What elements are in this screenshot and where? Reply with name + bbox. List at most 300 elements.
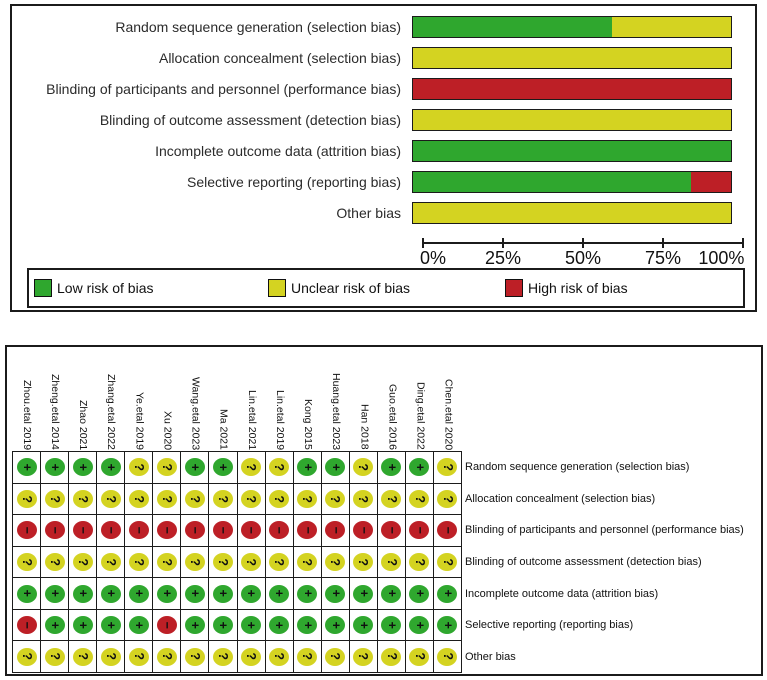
judgement-cell [350,452,378,484]
judgement-symbol: + [300,621,315,629]
judgement-symbol: + [412,463,427,471]
axis-tick-label: 50% [564,248,602,268]
judgement-symbol: ? [47,558,62,566]
judgement-cell [350,578,378,610]
judgement-cell [266,547,294,579]
judgement-cell [322,452,350,484]
judgement-symbol: ? [244,558,259,566]
judgement-cell [378,578,406,610]
judgement-symbol: + [216,621,231,629]
chart-row [12,140,755,162]
stacked-bar [412,47,732,69]
judgement-dot-low [269,616,289,634]
judgement-symbol: ? [19,558,34,566]
judgement-symbol: ? [272,463,287,472]
judgement-dot-unclear [185,648,205,666]
judgement-symbol: − [75,526,90,535]
judgement-dot-unclear [437,458,457,476]
judgement-cell [406,452,434,484]
judgement-symbol: + [440,589,455,598]
judgement-dot-unclear [325,490,345,508]
judgement-grid [12,451,462,673]
judgement-dot-unclear [269,458,289,476]
judgement-cell [97,484,125,516]
judgement-dot-unclear [381,553,401,571]
judgement-symbol: ? [160,463,175,472]
judgement-cell [406,641,434,673]
judgement-symbol: ? [412,558,427,566]
judgement-dot-unclear [353,458,373,476]
study-label: Guo.etal 2016 [386,384,399,450]
risk-of-bias-summary-panel [5,345,763,676]
judgement-cell [13,452,41,484]
study-column-header [378,349,406,451]
judgement-symbol: ? [103,652,118,661]
stacked-bar [412,78,732,100]
judgement-cell [238,484,266,516]
axis-tick-label: 75% [644,248,682,268]
study-column-header [237,349,265,451]
judgement-cell [434,578,462,610]
judgement-symbol: − [103,526,118,535]
chart-row [12,78,755,100]
study-column-header [265,349,293,451]
legend-swatch-unclear [268,279,286,297]
judgement-dot-high [213,521,233,539]
judgement-cell [125,578,153,610]
judgement-symbol: + [75,621,90,629]
study-column-header [406,349,434,451]
judgement-symbol: ? [47,495,62,503]
judgement-dot-low [185,458,205,476]
study-label: Ye.etal 2019 [133,391,146,450]
judgement-cell [69,484,97,516]
study-header-row [12,349,462,451]
judgement-cell [209,578,237,610]
judgement-dot-unclear [269,490,289,508]
legend-label: Unclear risk of bias [291,280,411,296]
judgement-dot-low [185,585,205,603]
judgement-cell [41,610,69,642]
legend-label: Low risk of bias [57,280,154,296]
legend-swatch-low [34,279,52,297]
judgement-dot-unclear [45,648,65,666]
bar-segment-low [413,17,612,37]
judgement-dot-unclear [409,490,429,508]
judgement-dot-unclear [381,648,401,666]
judgement-cell [266,515,294,547]
judgement-cell [238,578,266,610]
judgement-symbol: ? [440,463,455,472]
judgement-dot-high [129,521,149,539]
bias-category-row-label: Random sequence generation (selection bias) [465,460,690,473]
judgement-cell [181,547,209,579]
judgement-dot-low [409,458,429,476]
judgement-dot-high [269,521,289,539]
judgement-cell [209,641,237,673]
judgement-cell [238,452,266,484]
judgement-dot-high [381,521,401,539]
study-label: Ding.etal 2022 [414,382,427,450]
judgement-cell [434,547,462,579]
judgement-symbol: ? [412,652,427,661]
judgement-cell [350,515,378,547]
judgement-cell [181,515,209,547]
judgement-cell [69,547,97,579]
judgement-cell [209,547,237,579]
bar-segment-unclear [413,203,731,223]
judgement-cell [181,610,209,642]
judgement-cell [153,452,181,484]
chart-row [12,109,755,131]
judgement-symbol: + [160,589,175,598]
bias-graph-rows [12,16,755,233]
judgement-symbol: ? [75,495,90,503]
judgement-symbol: − [19,526,34,535]
judgement-symbol: + [47,589,62,598]
judgement-cell [69,515,97,547]
judgement-dot-unclear [73,553,93,571]
judgement-cell [181,484,209,516]
judgement-cell [350,610,378,642]
judgement-cell [153,515,181,547]
judgement-dot-unclear [73,490,93,508]
judgement-symbol: + [216,463,231,471]
judgement-cell [153,610,181,642]
judgement-dot-unclear [185,490,205,508]
axis-tick-label: 0% [420,248,447,268]
judgement-dot-low [213,585,233,603]
judgement-cell [406,578,434,610]
bias-legend [27,268,745,308]
judgement-symbol: + [328,589,343,598]
judgement-dot-high [45,521,65,539]
judgement-cell [97,641,125,673]
judgement-dot-unclear [185,553,205,571]
bar-segment-unclear [413,110,731,130]
study-column-header [181,349,209,451]
stacked-bar [412,109,732,131]
judgement-cell [153,484,181,516]
bias-category-row-label: Allocation concealment (selection bias) [465,492,656,505]
study-label: Lin.etal 2021 [245,389,258,450]
judgement-dot-low [101,458,121,476]
judgement-dot-high [17,616,37,634]
judgement-cell [13,578,41,610]
judgement-dot-low [297,585,317,603]
judgement-cell [406,610,434,642]
judgement-symbol: ? [244,652,259,661]
bias-category-label: Allocation concealment (selection bias) [158,50,401,66]
bar-segment-low [413,141,731,161]
judgement-cell [97,578,125,610]
study-label: Zheng.etal 2014 [48,374,61,450]
judgement-symbol: ? [440,652,455,661]
bias-category-row-labels [465,451,761,673]
judgement-symbol: ? [132,558,147,566]
judgement-cell [266,452,294,484]
judgement-cell [125,641,153,673]
judgement-dot-unclear [269,648,289,666]
judgement-symbol: ? [188,495,203,503]
judgement-cell [97,610,125,642]
judgement-dot-unclear [297,553,317,571]
judgement-cell [153,641,181,673]
judgement-cell [322,578,350,610]
bias-category-row-label: Blinding of participants and personnel (performance bias) [465,524,744,537]
judgement-cell [294,484,322,516]
judgement-symbol: ? [160,495,175,503]
judgement-symbol: + [132,621,147,629]
judgement-symbol: ? [19,652,34,661]
judgement-symbol: − [300,526,315,535]
judgement-cell [322,484,350,516]
judgement-symbol: ? [19,495,34,503]
study-column-header [209,349,237,451]
judgement-symbol: ? [356,495,371,503]
judgement-symbol: + [47,463,62,471]
judgement-dot-high [325,521,345,539]
judgement-cell [125,610,153,642]
judgement-cell [406,547,434,579]
judgement-cell [209,610,237,642]
judgement-cell [322,547,350,579]
judgement-cell [266,641,294,673]
judgement-dot-unclear [129,490,149,508]
judgement-cell [434,484,462,516]
judgement-cell [378,484,406,516]
judgement-dot-low [241,616,261,634]
judgement-cell [13,484,41,516]
judgement-dot-low [409,585,429,603]
judgement-dot-low [297,616,317,634]
judgement-cell [350,484,378,516]
judgement-cell [69,610,97,642]
judgement-cell [294,578,322,610]
axis-tick [502,238,504,248]
study-label: Chen.etal 2020 [442,378,455,450]
judgement-cell [294,610,322,642]
judgement-dot-unclear [213,490,233,508]
judgement-symbol: ? [272,558,287,566]
chart-row [12,47,755,69]
judgement-dot-low [241,585,261,603]
judgement-symbol: + [103,463,118,471]
judgement-dot-low [437,616,457,634]
judgement-dot-low [157,585,177,603]
judgement-dot-low [381,585,401,603]
study-label: Han 2018 [358,404,371,450]
judgement-symbol: − [188,526,203,535]
judgement-dot-unclear [353,553,373,571]
judgement-symbol: + [384,589,399,598]
judgement-cell [378,515,406,547]
judgement-cell [125,547,153,579]
judgement-dot-low [45,585,65,603]
judgement-dot-low [381,458,401,476]
study-column-header [12,349,40,451]
judgement-symbol: + [356,621,371,629]
judgement-dot-low [213,458,233,476]
judgement-symbol: ? [188,558,203,566]
chart-row [12,202,755,224]
judgement-cell [97,515,125,547]
bar-segment-low [413,172,691,192]
study-column-header [350,349,378,451]
study-column-header [434,349,462,451]
judgement-dot-low [325,616,345,634]
judgement-symbol: − [160,621,175,629]
judgement-dot-high [157,616,177,634]
judgement-symbol: + [75,589,90,598]
study-column-header [125,349,153,451]
judgement-symbol: − [440,526,455,535]
judgement-symbol: + [103,589,118,598]
judgement-symbol: ? [272,495,287,503]
judgement-cell [406,484,434,516]
study-label: Zhou.etal 2019 [20,379,33,450]
judgement-dot-unclear [437,553,457,571]
bar-segment-unclear [413,48,731,68]
judgement-dot-low [45,458,65,476]
judgement-dot-low [17,458,37,476]
judgement-cell [209,452,237,484]
study-column-header [153,349,181,451]
judgement-cell [266,610,294,642]
judgement-symbol: − [132,526,147,535]
judgement-dot-unclear [45,490,65,508]
judgement-dot-unclear [437,648,457,666]
judgement-symbol: ? [132,652,147,661]
bias-category-label: Selective reporting (reporting bias) [187,174,401,190]
judgement-dot-unclear [157,553,177,571]
judgement-symbol: ? [300,652,315,661]
judgement-symbol: ? [216,558,231,566]
legend-item-unclear [268,279,410,297]
judgement-cell [322,641,350,673]
judgement-dot-unclear [297,648,317,666]
study-column-header [68,349,96,451]
judgement-cell [294,515,322,547]
judgement-symbol: + [272,621,287,629]
judgement-dot-unclear [269,553,289,571]
legend-label: High risk of bias [528,280,628,296]
judgement-cell [434,610,462,642]
judgement-cell [294,452,322,484]
judgement-cell [69,452,97,484]
bias-category-row-label: Selective reporting (reporting bias) [465,619,634,632]
judgement-symbol: + [384,621,399,629]
judgement-dot-low [73,458,93,476]
stacked-bar [412,171,732,193]
judgement-symbol: ? [132,495,147,503]
judgement-cell [434,515,462,547]
legend-item-high [505,279,628,297]
judgement-symbol: − [384,526,399,535]
judgement-dot-unclear [129,458,149,476]
judgement-dot-unclear [213,553,233,571]
axis-tick [422,238,424,248]
legend-swatch-high [505,279,523,297]
judgement-dot-high [17,521,37,539]
bar-segment-high [691,172,731,192]
judgement-symbol: + [300,463,315,471]
judgement-dot-unclear [157,648,177,666]
judgement-symbol: + [412,589,427,598]
judgement-symbol: + [188,463,203,471]
judgement-symbol: ? [160,558,175,566]
judgement-dot-low [297,458,317,476]
judgement-symbol: ? [132,463,147,472]
judgement-symbol: + [328,621,343,629]
judgement-dot-unclear [129,553,149,571]
bias-category-label: Blinding of outcome assessment (detection bias) [99,112,401,128]
judgement-dot-low [213,616,233,634]
judgement-symbol: − [412,526,427,535]
judgement-cell [97,452,125,484]
judgement-symbol: − [272,526,287,535]
judgement-cell [181,452,209,484]
judgement-cell [41,578,69,610]
bias-category-label: Random sequence generation (selection bias) [115,19,401,35]
judgement-dot-low [381,616,401,634]
judgement-symbol: ? [356,652,371,661]
judgement-dot-unclear [101,648,121,666]
judgement-cell [41,515,69,547]
judgement-cell [434,452,462,484]
judgement-dot-unclear [381,490,401,508]
axis-tick [582,238,584,248]
judgement-dot-unclear [297,490,317,508]
judgement-dot-high [241,521,261,539]
judgement-symbol: ? [47,652,62,661]
bias-category-label: Other bias [336,205,401,221]
judgement-dot-high [101,521,121,539]
judgement-dot-high [353,521,373,539]
judgement-symbol: + [272,589,287,598]
judgement-symbol: ? [384,495,399,503]
judgement-dot-high [409,521,429,539]
judgement-symbol: − [216,526,231,535]
judgement-dot-unclear [325,648,345,666]
judgement-dot-low [409,616,429,634]
judgement-dot-high [157,521,177,539]
judgement-dot-low [45,616,65,634]
judgement-symbol: ? [188,652,203,661]
judgement-dot-unclear [409,648,429,666]
judgement-cell [153,578,181,610]
judgement-dot-low [185,616,205,634]
judgement-symbol: + [103,621,118,629]
judgement-symbol: ? [300,558,315,566]
judgement-symbol: ? [244,495,259,503]
judgement-symbol: + [19,589,34,598]
judgement-dot-low [325,458,345,476]
judgement-symbol: + [412,621,427,629]
judgement-symbol: + [47,621,62,629]
judgement-dot-unclear [17,490,37,508]
judgement-cell [294,641,322,673]
judgement-cell [322,515,350,547]
judgement-cell [378,452,406,484]
judgement-cell [322,610,350,642]
judgement-dot-unclear [353,648,373,666]
judgement-cell [209,484,237,516]
judgement-dot-low [269,585,289,603]
judgement-cell [406,515,434,547]
judgement-symbol: ? [216,652,231,661]
judgement-symbol: ? [103,495,118,503]
